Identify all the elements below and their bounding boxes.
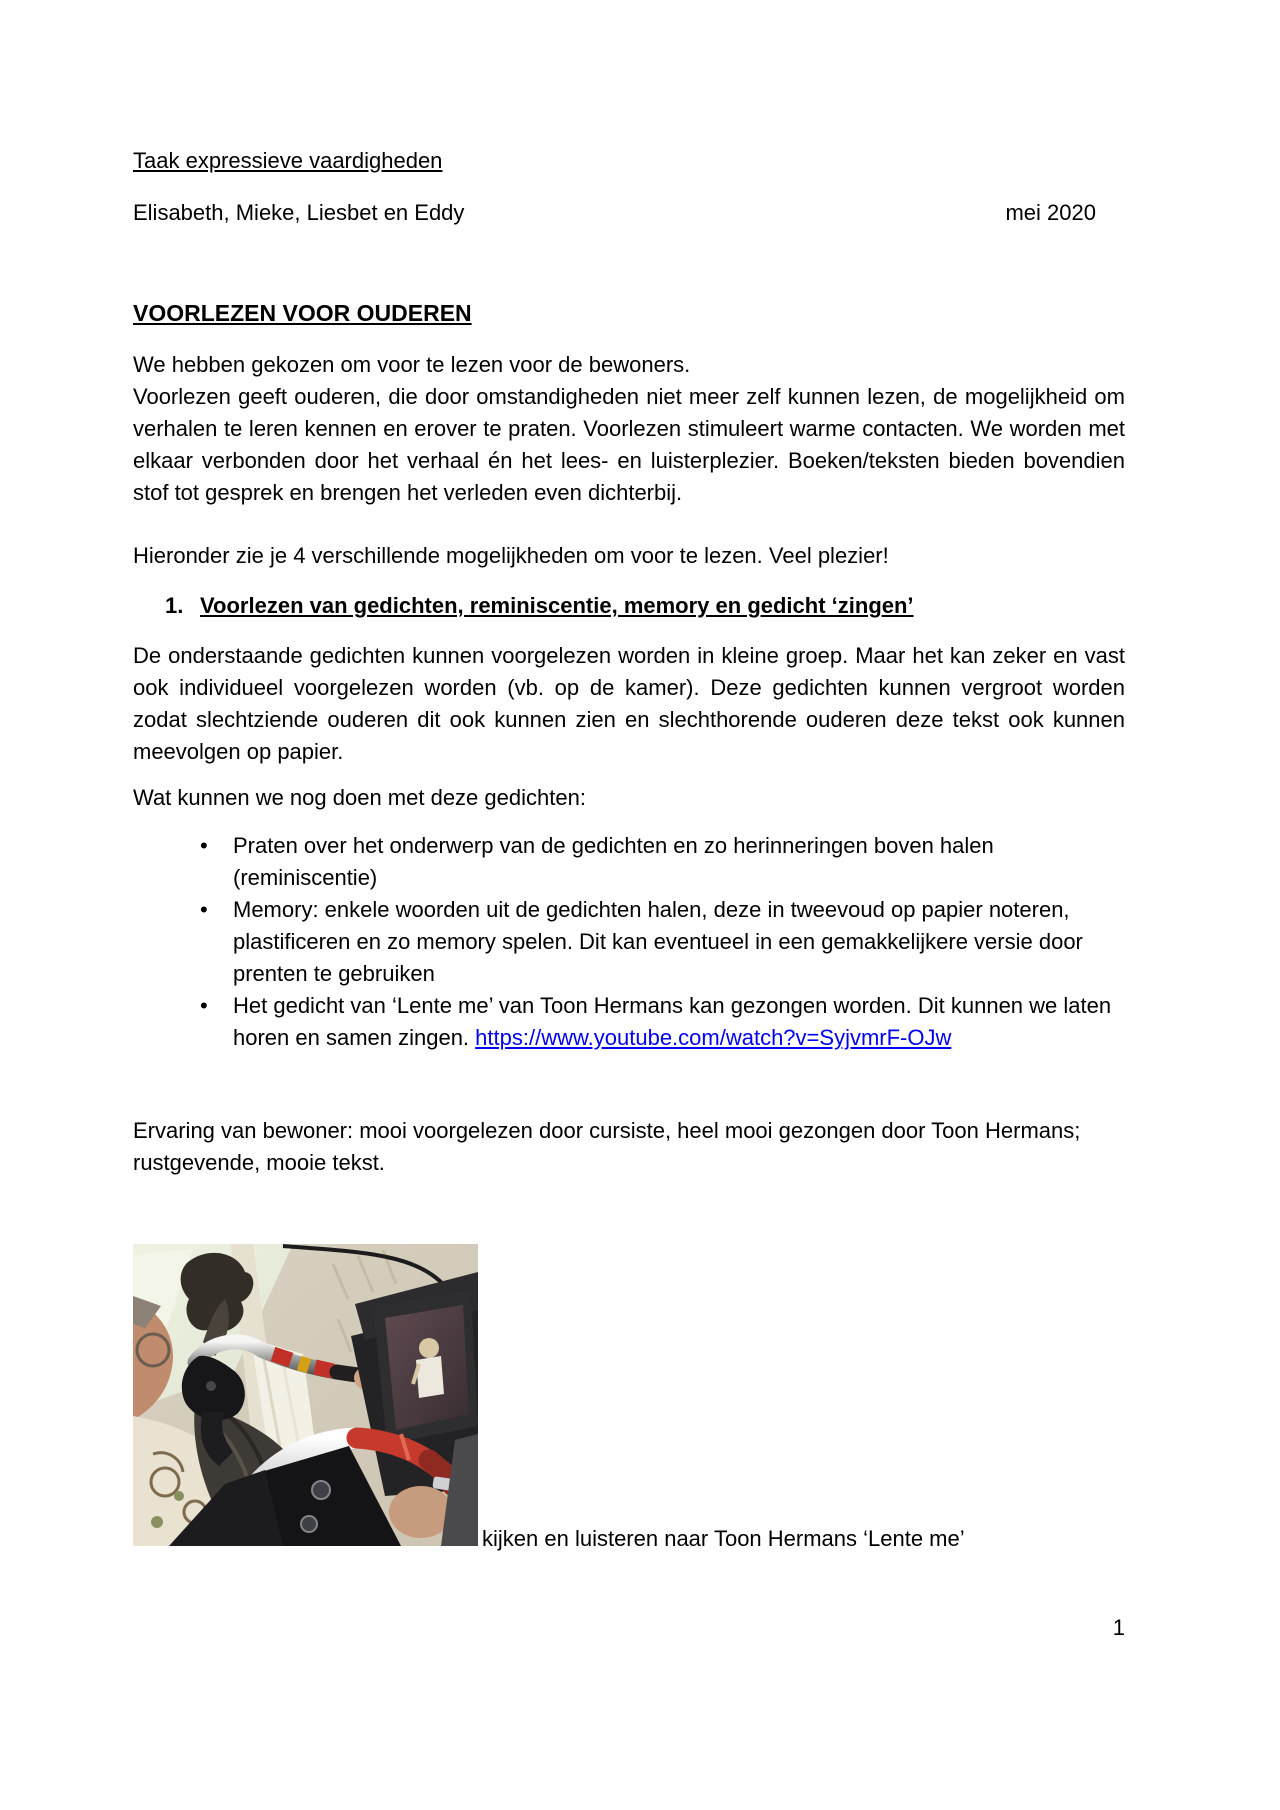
intro-first-line: We hebben gekozen om voor te lezen voor de bewoners. [133, 352, 691, 377]
list-item [233, 990, 1125, 1054]
youtube-link[interactable]: https://www.youtube.com/watch?v=SyjvmrF-OJw [475, 1025, 952, 1050]
bullet-text: Memory: enkele woorden uit de gedichten halen, deze in tweevoud op papier noteren, plastificeren en zo memory spelen. Dit kan eventueel in een gemakkelijkere versie door prenten te gebruiken [233, 897, 1083, 986]
photo-caption: kijken en luisteren naar Toon Hermans ‘Lente me’ [482, 1526, 965, 1551]
intro-paragraph [133, 349, 1125, 509]
bullet-text: Het gedicht van ‘Lente me’ van Toon Hermans kan gezongen worden. Dit kunnen we laten horen en samen zingen. [233, 993, 1112, 1050]
list-item [233, 894, 1125, 990]
section-heading: VOORLEZEN VOOR OUDEREN [133, 300, 472, 326]
numbered-item-1 [165, 590, 1125, 622]
bullet-text: Praten over het onderwerp van de gedichten en zo herinneringen boven halen (reminiscentie) [233, 833, 994, 890]
item-number: 1. [165, 593, 184, 618]
list-item [233, 830, 1125, 894]
date: mei 2020 [1005, 200, 1096, 225]
document-photo [133, 1244, 478, 1546]
byline [133, 197, 1125, 229]
intro-rest: Voorlezen geeft ouderen, die door omstandigheden niet meer zelf kunnen lezen, de mogelijkheid om verhalen te leren kennen en erover te praten. Voorlezen stimuleert warme contacten. We worden met elkaar verbonden door het verhaal én het lees- en luisterplezier. Boeken/teksten bieden bovendien stof tot gesprek en brengen het verleden even dichterbij. [133, 384, 1125, 505]
photo-block [133, 1244, 1125, 1555]
paragraph-gedichten: De onderstaande gedichten kunnen voorgelezen worden in kleine groep. Maar het kan zeker en vast ook individueel voorgelezen worden (vb. op de kamer). Deze gedichten kunnen vergroot worden zodat slechtziende ouderen dit ook kunnen zien en slechthorende ouderen deze tekst ook kunnen meevolgen op papier. [133, 643, 1125, 764]
item-title: Voorlezen van gedichten, reminiscentie, memory en gedicht ‘zingen’ [200, 593, 914, 618]
options-intro: Hieronder zie je 4 verschillende mogelijkheden om voor te lezen. Veel plezier! [133, 543, 889, 568]
experience-note: Ervaring van bewoner: mooi voorgelezen door cursiste, heel mooi gezongen door Toon Hermans; rustgevende, mooie tekst. [133, 1118, 1081, 1175]
question-line: Wat kunnen we nog doen met deze gedichten: [133, 785, 586, 810]
authors: Elisabeth, Mieke, Liesbet en Eddy [133, 200, 465, 225]
document-title: Taak expressieve vaardigheden [133, 148, 443, 173]
page-number: 1 [1112, 1615, 1125, 1640]
bullet-list [133, 830, 1125, 1054]
